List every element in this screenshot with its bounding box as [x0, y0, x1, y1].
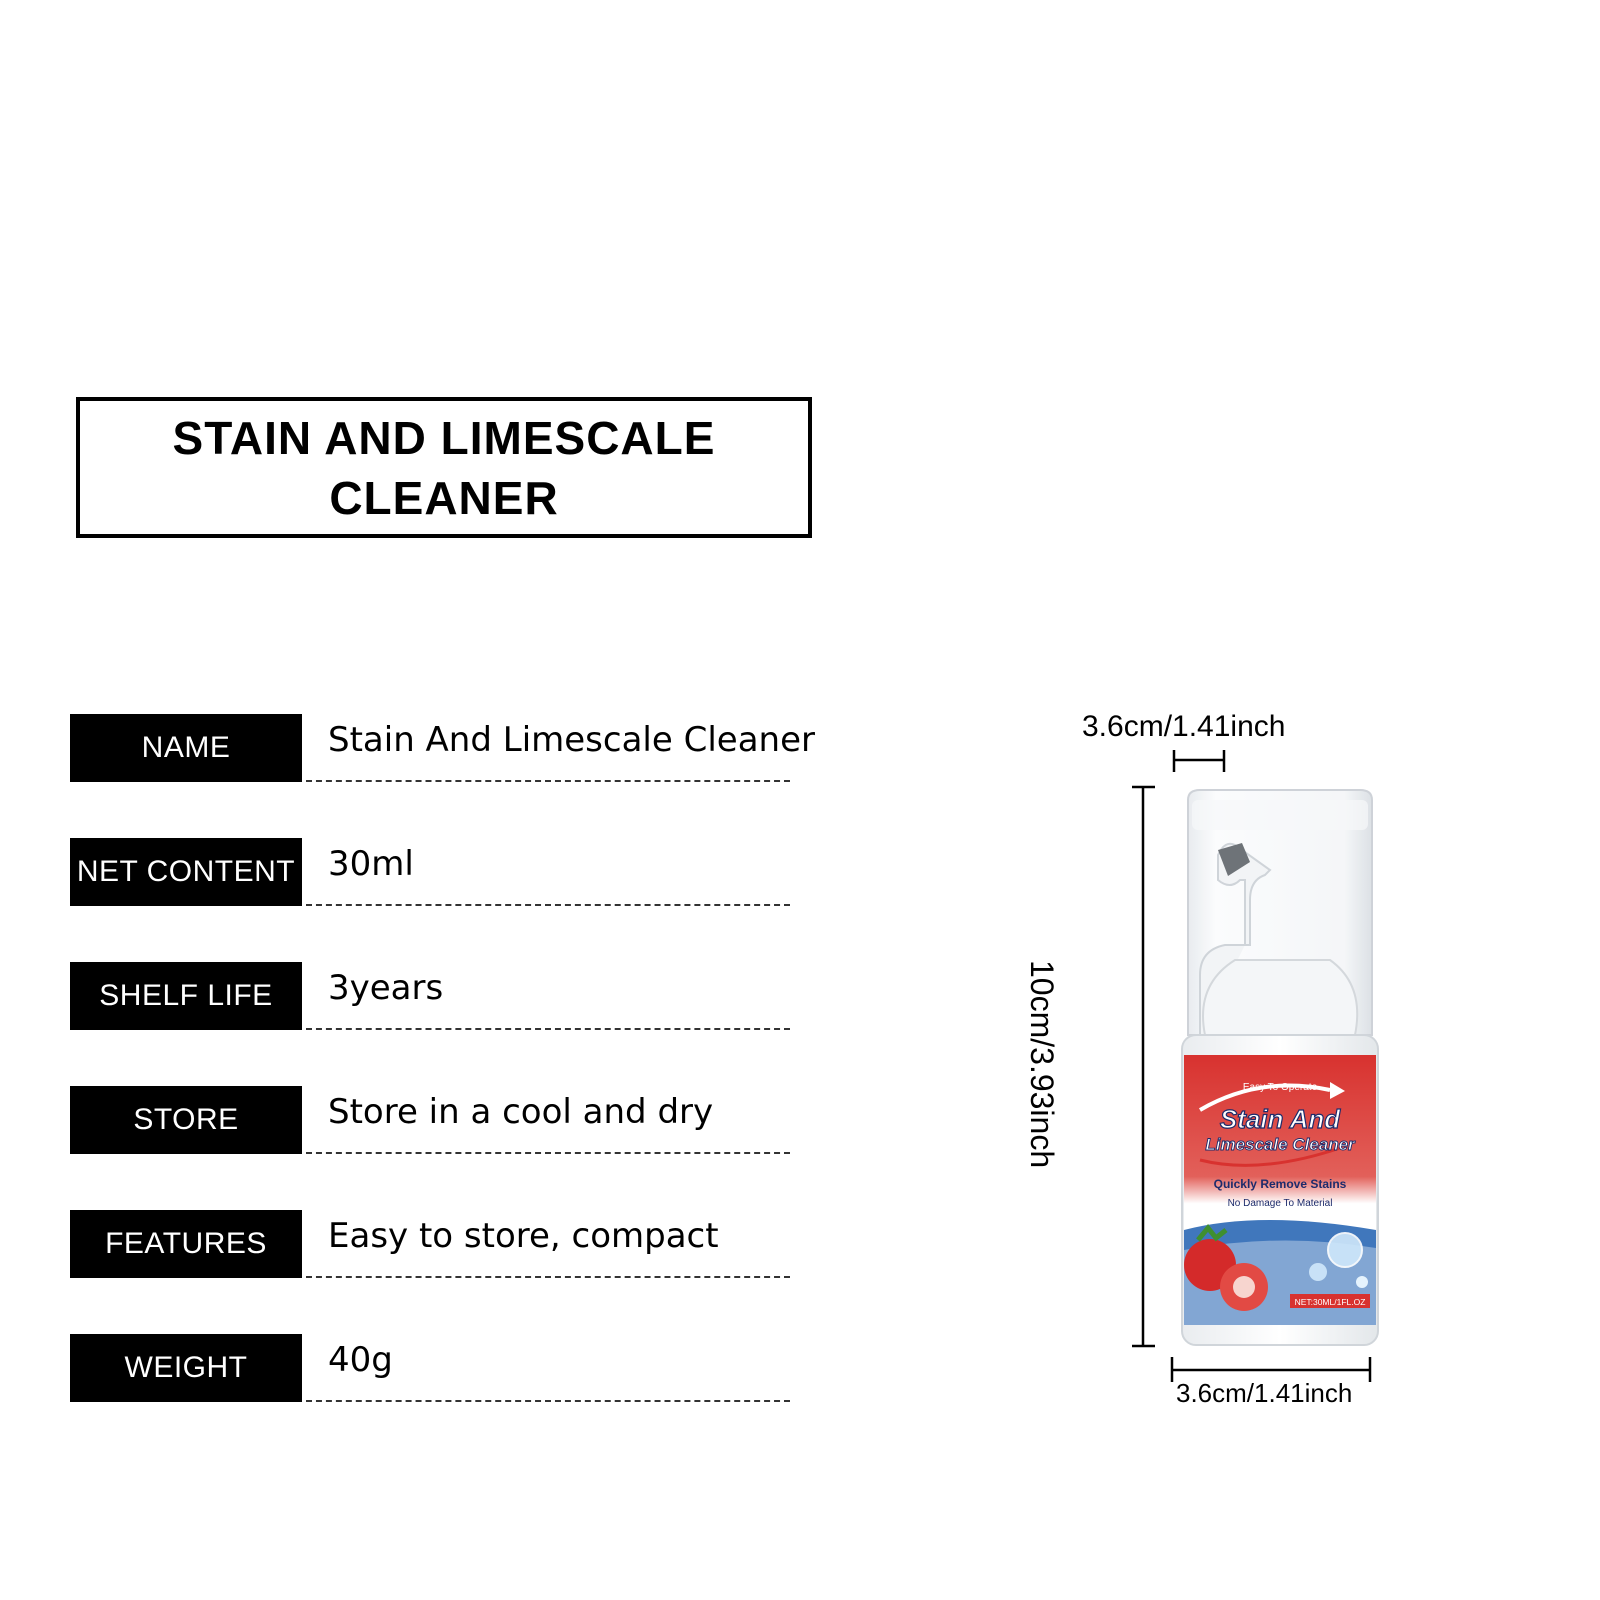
spec-value: 30ml	[328, 844, 414, 884]
bottom-width-dimension	[1172, 1357, 1370, 1382]
spec-label: SHELF LIFE	[70, 962, 302, 1030]
label-net: NET:30ML/1FL.OZ	[1294, 1297, 1366, 1307]
spec-value: Store in a cool and dry	[328, 1092, 714, 1132]
spec-label: WEIGHT	[70, 1334, 302, 1402]
spec-label: STORE	[70, 1086, 302, 1154]
spec-label: FEATURES	[70, 1210, 302, 1278]
bottom-width-label: 3.6cm/1.41inch	[1176, 1378, 1353, 1408]
title-line-1: STAIN AND LIMESCALE	[172, 411, 716, 464]
spec-value: Stain And Limescale Cleaner	[328, 720, 815, 760]
spec-value: 3years	[328, 968, 444, 1008]
bottle-cap	[1188, 790, 1372, 1035]
title-line-2: CLEANER	[329, 471, 559, 524]
top-width-dimension	[1174, 750, 1224, 772]
spec-label: NET CONTENT	[70, 838, 302, 906]
label-tagline: Easy To Operate	[1242, 1082, 1318, 1093]
height-dimension	[1132, 787, 1155, 1346]
spec-value: Easy to store, compact	[328, 1216, 719, 1256]
label-name-line-2: Limescale Cleaner	[1205, 1135, 1355, 1154]
label-claim-2: No Damage To Material	[1227, 1198, 1333, 1209]
label-claim-1: Quickly Remove Stains	[1213, 1177, 1347, 1191]
label-name-line-1: Stain And	[1219, 1104, 1341, 1134]
spec-label: NAME	[70, 714, 302, 782]
top-width-label: 3.6cm/1.41inch	[1082, 710, 1286, 743]
spec-value: 40g	[328, 1340, 393, 1380]
